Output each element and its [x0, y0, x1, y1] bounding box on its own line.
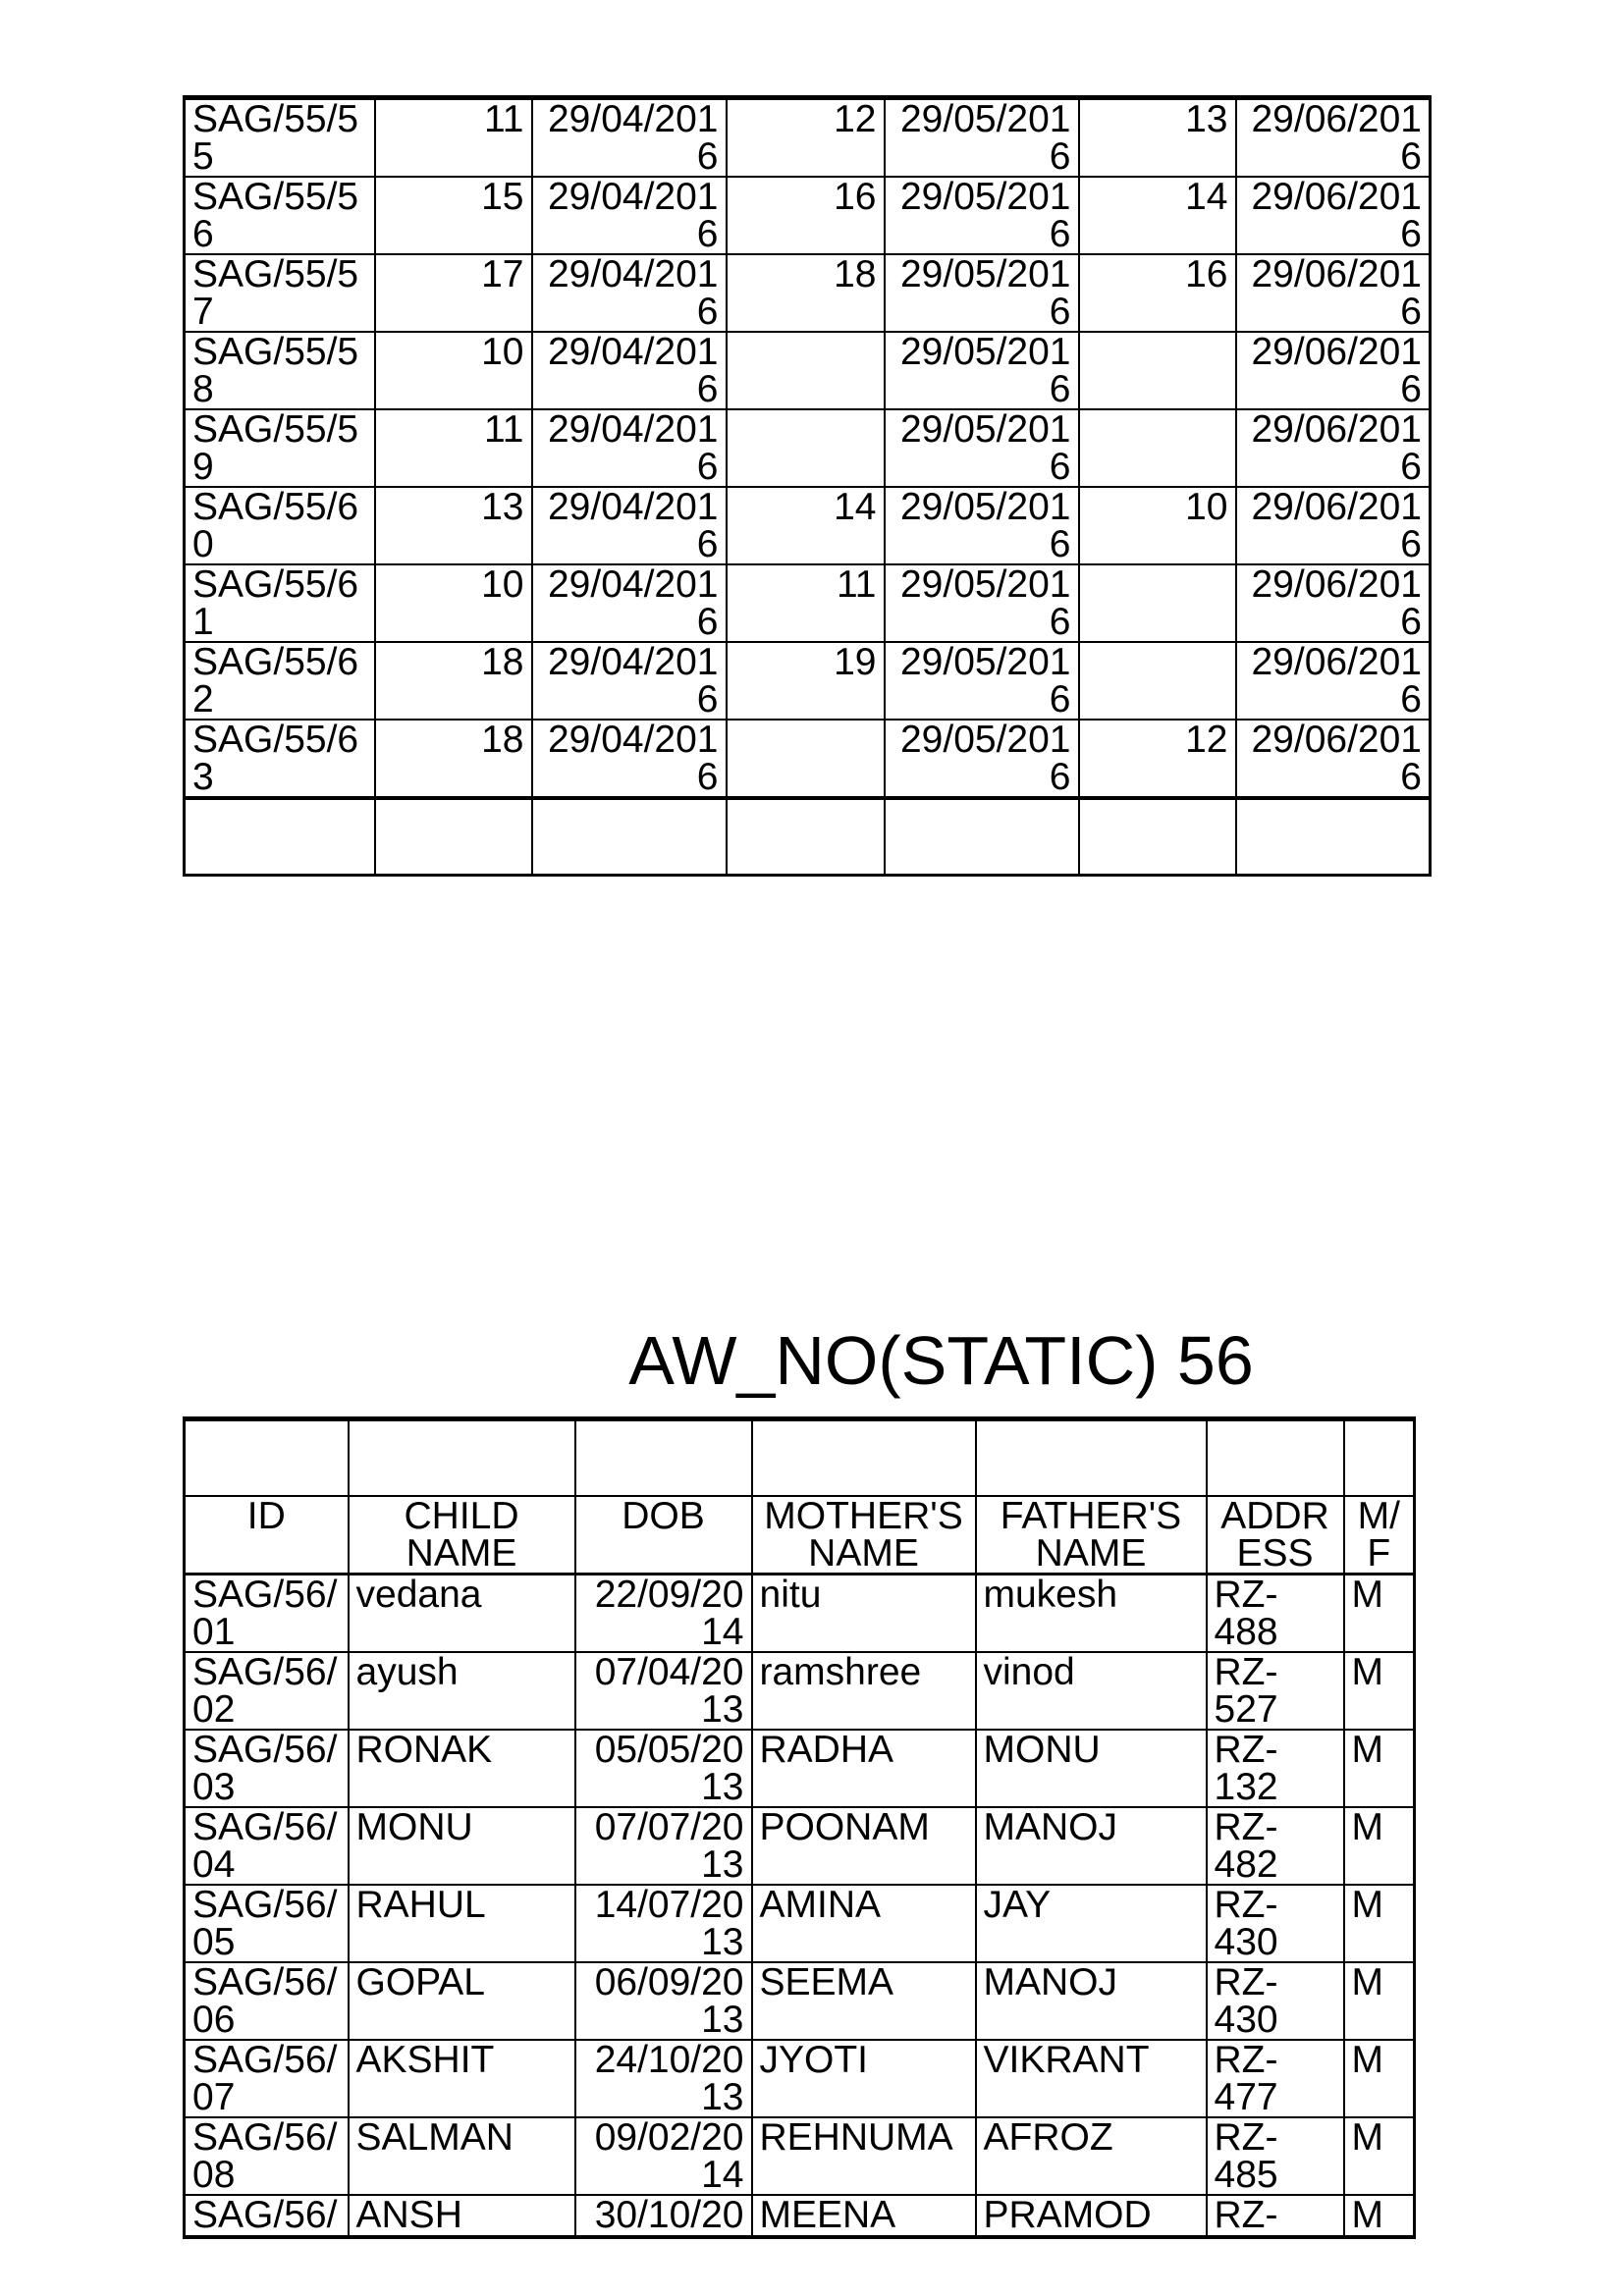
cell-mother-name: AMINA [752, 1885, 976, 1962]
blank-cell [752, 1419, 976, 1496]
cell-date-3: 29/06/2016 [1236, 254, 1431, 332]
cell-mother-name: nitu [752, 1574, 976, 1652]
header-child-name: CHILD NAME [349, 1496, 575, 1575]
cell-child-name: AKSHIT [349, 2040, 575, 2117]
cell-dob: 30/10/20 [575, 2195, 752, 2237]
cell-mother-name: REHNUMA [752, 2117, 976, 2195]
cell-value-1: 10 [375, 332, 532, 409]
cell-value-1: 15 [375, 177, 532, 254]
cell-date-2: 29/05/2016 [885, 487, 1079, 564]
cell-date-3: 29/06/2016 [1236, 98, 1431, 178]
cell-value-1 [375, 798, 532, 875]
cell-date-2: 29/05/2016 [885, 409, 1079, 487]
cell-dob: 22/09/2014 [575, 1574, 752, 1652]
register-header-row [185, 1496, 1415, 1575]
cell-mother-name: ramshree [752, 1652, 976, 1730]
cell-child-name: vedana [349, 1574, 575, 1652]
cell-value-3 [1079, 332, 1236, 409]
cell-address: RZ- [1207, 2195, 1344, 2237]
cell-date-1: 29/04/2016 [532, 332, 727, 409]
aw-no-static-56-table [183, 1416, 1416, 2239]
cell-value-3: 10 [1079, 487, 1236, 564]
cell-father-name: MANOJ [976, 1807, 1207, 1885]
cell-date-1: 29/04/2016 [532, 98, 727, 178]
cell-mother-name: JYOTI [752, 2040, 976, 2117]
table-row [185, 1652, 1415, 1730]
table-row [185, 1807, 1415, 1885]
cell-date-1: 29/04/2016 [532, 254, 727, 332]
table-row [185, 1885, 1415, 1962]
blank-cell [575, 1419, 752, 1496]
header-mothers-name: MOTHER'S NAME [752, 1496, 976, 1575]
cell-date-1: 29/04/2016 [532, 487, 727, 564]
cell-father-name: AFROZ [976, 2117, 1207, 2195]
cell-gender: M [1344, 1652, 1415, 1730]
cell-date-3: 29/06/2016 [1236, 332, 1431, 409]
cell-date-2: 29/05/2016 [885, 642, 1079, 720]
cell-value-3: 14 [1079, 177, 1236, 254]
cell-date-2: 29/05/2016 [885, 564, 1079, 642]
cell-child-name: ayush [349, 1652, 575, 1730]
cell-value-1: 13 [375, 487, 532, 564]
cell-date-3: 29/06/2016 [1236, 177, 1431, 254]
blank-cell [976, 1419, 1207, 1496]
table-row [185, 2195, 1415, 2237]
blank-cell [185, 1419, 349, 1496]
header-id: ID [185, 1496, 349, 1575]
table-row [185, 409, 1431, 487]
cell-value-2: 12 [727, 98, 885, 178]
cell-date-1: 29/04/2016 [532, 720, 727, 798]
cell-value-2: 14 [727, 487, 885, 564]
table-row [185, 1574, 1415, 1652]
cell-value-1: 18 [375, 642, 532, 720]
cell-mother-name: RADHA [752, 1730, 976, 1807]
blank-cell [1207, 1419, 1344, 1496]
cell-record-id [185, 798, 375, 875]
cell-address: RZ-132 [1207, 1730, 1344, 1807]
blank-cell [349, 1419, 575, 1496]
cell-record-id: SAG/55/58 [185, 332, 375, 409]
cell-value-2 [727, 332, 885, 409]
table-row [185, 2117, 1415, 2195]
cell-value-2: 19 [727, 642, 885, 720]
cell-date-1 [532, 798, 727, 875]
cell-value-3 [1079, 798, 1236, 875]
table-row [185, 1730, 1415, 1807]
cell-date-1: 29/04/2016 [532, 409, 727, 487]
cell-address: RZ-527 [1207, 1652, 1344, 1730]
cell-address: RZ-485 [1207, 2117, 1344, 2195]
cell-date-2: 29/05/2016 [885, 254, 1079, 332]
cell-father-name: MANOJ [976, 1962, 1207, 2040]
cell-value-2 [727, 798, 885, 875]
cell-date-1: 29/04/2016 [532, 564, 727, 642]
blank-cell [1344, 1419, 1415, 1496]
cell-child-name: MONU [349, 1807, 575, 1885]
cell-value-3: 13 [1079, 98, 1236, 178]
cell-record-id: SAG/55/57 [185, 254, 375, 332]
cell-dob: 07/04/2013 [575, 1652, 752, 1730]
blank-row [185, 1419, 1415, 1496]
cell-dob: 07/07/2013 [575, 1807, 752, 1885]
cell-child-id: SAG/56/08 [185, 2117, 349, 2195]
cell-value-3: 16 [1079, 254, 1236, 332]
cell-gender: M [1344, 1574, 1415, 1652]
cell-gender: M [1344, 1807, 1415, 1885]
cell-date-3: 29/06/2016 [1236, 487, 1431, 564]
cell-date-2: 29/05/2016 [885, 177, 1079, 254]
cell-date-2: 29/05/2016 [885, 720, 1079, 798]
cell-date-2: 29/05/2016 [885, 98, 1079, 178]
cell-date-1: 29/04/2016 [532, 177, 727, 254]
cell-gender: M [1344, 1962, 1415, 2040]
cell-child-name: ANSH [349, 2195, 575, 2237]
cell-father-name: JAY [976, 1885, 1207, 1962]
cell-father-name: vinod [976, 1652, 1207, 1730]
sag-55-attendance-table [183, 95, 1432, 877]
cell-date-2: 29/05/2016 [885, 332, 1079, 409]
cell-father-name: PRAMOD [976, 2195, 1207, 2237]
cell-value-3 [1079, 564, 1236, 642]
cell-gender: M [1344, 2195, 1415, 2237]
cell-mother-name: SEEMA [752, 1962, 976, 2040]
cell-record-id: SAG/55/61 [185, 564, 375, 642]
table-row [185, 720, 1431, 798]
cell-child-name: SALMAN [349, 2117, 575, 2195]
cell-dob: 14/07/2013 [575, 1885, 752, 1962]
cell-date-1: 29/04/2016 [532, 642, 727, 720]
table-row [185, 2040, 1415, 2117]
cell-record-id: SAG/55/60 [185, 487, 375, 564]
cell-value-1: 11 [375, 98, 532, 178]
cell-value-1: 10 [375, 564, 532, 642]
cell-child-name: RONAK [349, 1730, 575, 1807]
cell-child-name: GOPAL [349, 1962, 575, 2040]
cell-value-1: 11 [375, 409, 532, 487]
cell-gender: M [1344, 2117, 1415, 2195]
cell-date-3 [1236, 798, 1431, 875]
table-row [185, 642, 1431, 720]
cell-value-2 [727, 720, 885, 798]
cell-father-name: MONU [976, 1730, 1207, 1807]
cell-value-3 [1079, 642, 1236, 720]
cell-date-3: 29/06/2016 [1236, 564, 1431, 642]
cell-record-id: SAG/55/63 [185, 720, 375, 798]
cell-value-1: 17 [375, 254, 532, 332]
header-fathers-name: FATHER'S NAME [976, 1496, 1207, 1575]
cell-child-id: SAG/56/04 [185, 1807, 349, 1885]
cell-father-name: mukesh [976, 1574, 1207, 1652]
cell-child-id: SAG/56/07 [185, 2040, 349, 2117]
cell-child-id: SAG/56/06 [185, 1962, 349, 2040]
table-row [185, 1962, 1415, 2040]
cell-date-3: 29/06/2016 [1236, 642, 1431, 720]
cell-dob: 06/09/2013 [575, 1962, 752, 2040]
cell-value-2: 11 [727, 564, 885, 642]
cell-date-3: 29/06/2016 [1236, 720, 1431, 798]
cell-address: RZ-477 [1207, 2040, 1344, 2117]
cell-mother-name: POONAM [752, 1807, 976, 1885]
cell-value-3: 12 [1079, 720, 1236, 798]
cell-value-2: 18 [727, 254, 885, 332]
register-rows [185, 1574, 1415, 2237]
cell-address: RZ-430 [1207, 1962, 1344, 2040]
cell-gender: M [1344, 1730, 1415, 1807]
cell-value-1: 18 [375, 720, 532, 798]
table-row [185, 177, 1431, 254]
cell-child-id: SAG/56/03 [185, 1730, 349, 1807]
section-title: AW_NO(STATIC) 56 [628, 1322, 1254, 1399]
table-row [185, 254, 1431, 332]
cell-address: RZ-488 [1207, 1574, 1344, 1652]
header-dob: DOB [575, 1496, 752, 1575]
cell-record-id: SAG/55/55 [185, 98, 375, 178]
cell-record-id: SAG/55/62 [185, 642, 375, 720]
table-row [185, 798, 1431, 875]
cell-value-2 [727, 409, 885, 487]
cell-record-id: SAG/55/59 [185, 409, 375, 487]
header-address: ADDRESS [1207, 1496, 1344, 1575]
cell-date-3: 29/06/2016 [1236, 409, 1431, 487]
cell-child-id: SAG/56/ [185, 2195, 349, 2237]
attendance-rows [185, 98, 1431, 876]
table-row [185, 98, 1431, 178]
table-row [185, 332, 1431, 409]
cell-dob: 05/05/2013 [575, 1730, 752, 1807]
cell-value-2: 16 [727, 177, 885, 254]
cell-address: RZ-430 [1207, 1885, 1344, 1962]
cell-value-3 [1079, 409, 1236, 487]
cell-child-id: SAG/56/05 [185, 1885, 349, 1962]
table-row [185, 564, 1431, 642]
cell-father-name: VIKRANT [976, 2040, 1207, 2117]
cell-gender: M [1344, 2040, 1415, 2117]
cell-child-name: RAHUL [349, 1885, 575, 1962]
cell-record-id: SAG/55/56 [185, 177, 375, 254]
cell-address: RZ-482 [1207, 1807, 1344, 1885]
table-row [185, 487, 1431, 564]
header-mf: M/F [1344, 1496, 1415, 1575]
cell-dob: 24/10/2013 [575, 2040, 752, 2117]
cell-mother-name: MEENA [752, 2195, 976, 2237]
cell-date-2 [885, 798, 1079, 875]
cell-child-id: SAG/56/02 [185, 1652, 349, 1730]
cell-dob: 09/02/2014 [575, 2117, 752, 2195]
cell-child-id: SAG/56/01 [185, 1574, 349, 1652]
cell-gender: M [1344, 1885, 1415, 1962]
